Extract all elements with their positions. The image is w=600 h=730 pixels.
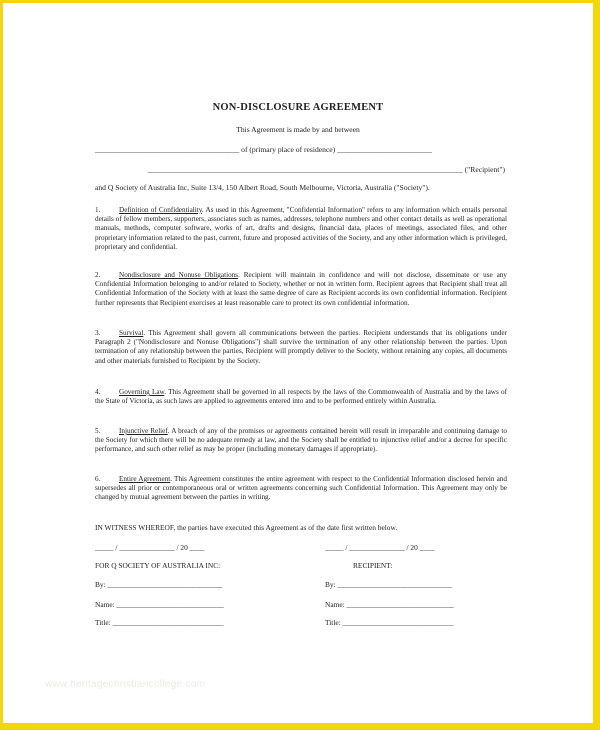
clause-heading: Definition of Confidentiality — [119, 206, 202, 214]
clause-5 — [95, 427, 507, 455]
intro-line: This Agreement is made by and between — [236, 125, 360, 134]
clause-text: . This Agreement shall govern all communications between the parties. Recipient understands that its obligations under Paragraph 2 ("Nondisclosure and Nonuse Obligations") shall survive the termination of any other relationship between the parties. Upon termination of any relationship between the parties, Recipient will promptly deliver to the Society, without retaining any copies, all documents and other materials furnished to Recipient by the Society. — [95, 329, 507, 365]
clause-number: 6. — [95, 475, 101, 483]
title-field-left[interactable]: Title: ______________________________ — [95, 618, 224, 627]
clause-text: . This Agreement constitutes the entire agreement with respect to the Confidential Information disclosed herein and supersedes all prior or contemporaneous oral or written agreements concerning such Confidential Information. This Agreement may only be changed by mutual agreement between the parties in writing. — [95, 475, 507, 502]
party-label-recipient: RECIPIENT: — [353, 561, 393, 570]
clause-number: 2. — [95, 271, 101, 279]
date-field-right[interactable]: _____ / _______________ / 20 ____ — [325, 543, 435, 552]
party-label-society: FOR Q SOCIETY OF AUSTRALIA INC: — [95, 561, 221, 570]
clause-6 — [95, 475, 507, 503]
clause-number: 3. — [95, 329, 101, 337]
clause-text: . This Agreement shall be governed in all respects by the laws of the Commonwealth of Australia and by the laws of the State of Victoria, as such laws are applied to agreements entered into and to be performed entirely within Australia. — [95, 388, 507, 406]
witness-statement: IN WITNESS WHEREOF, the parties have executed this Agreement as of the date first written below. — [95, 523, 398, 532]
clause-number: 5. — [95, 427, 101, 435]
society-line: and Q Society of Australia Inc, Suite 13/4, 150 Albert Road, South Melbourne, Victoria, Australia ("Society"). — [95, 183, 430, 192]
document-page — [3, 3, 593, 723]
title-field-right[interactable]: Title: ______________________________ — [325, 618, 454, 627]
watermark: www.heritagechristiancollege.com — [45, 679, 206, 690]
clause-2 — [95, 271, 507, 308]
recipient-line: ___________________________________________________________________________________ ("Recipient") — [147, 165, 505, 174]
clause-4 — [95, 388, 507, 406]
clause-number: 4. — [95, 388, 101, 396]
document-title: NON-DISCLOSURE AGREEMENT — [212, 102, 384, 113]
clause-number: 1. — [95, 206, 101, 214]
clause-text: . As used in this Agreement, "Confidential Information" refers to any information which entails personal details of fellow members, supporters, associates such as names, addresses, telephone numbers and other contact details as well as operational manuals, methods, computer software, works of art, drafts and designs, financial data, places of meetings, associated files, and other proprietary information related to the past, current, future and proposed activities of the Society, and any other information which is privileged, proprietary and confidential. — [95, 206, 507, 251]
clause-heading: Entire Agreement — [119, 475, 171, 483]
clause-3 — [95, 329, 507, 366]
name-field-left[interactable]: Name: _____________________________ — [95, 600, 224, 609]
clause-heading: Survival — [119, 329, 144, 337]
clause-heading: Nondisclosure and Nonuse Obligations — [119, 271, 239, 279]
clause-1 — [95, 206, 507, 252]
clause-text: . A breach of any of the promises or agreements contained herein will result in irreparable and continuing damage to the Society for which there will be no adequate remedy at law, and the Society shall be entitled to injunctive relief and/or a decree for specific performance, and such other relief as may be proper (including monetary damages if appropriate). — [95, 427, 508, 454]
residence-line: ______________________________________ of (primary place of residence) _________________________ — [95, 145, 433, 154]
by-field-left[interactable]: By: _______________________________ — [95, 580, 223, 589]
date-field-left[interactable]: _____ / _______________ / 20 ____ — [95, 543, 205, 552]
name-field-right[interactable]: Name: _____________________________ — [325, 600, 454, 609]
clause-heading: Injunctive Relief — [119, 427, 168, 435]
by-field-right[interactable]: By: _______________________________ — [325, 580, 453, 589]
clause-text: . Recipient will maintain in confidence and will not disclose, disseminate or use any Confidential Information belonging to and/or related to Society, whether or not in written form. Recipient agrees that Recipient shall treat all Confidential Information of the Society with at least the same degree of care as Recipient accords its own confidential information. Recipient further represents that Recipient exercises at least reasonable care to protect its own confidential information. — [95, 271, 507, 307]
clause-heading: Governing Law — [119, 388, 165, 396]
